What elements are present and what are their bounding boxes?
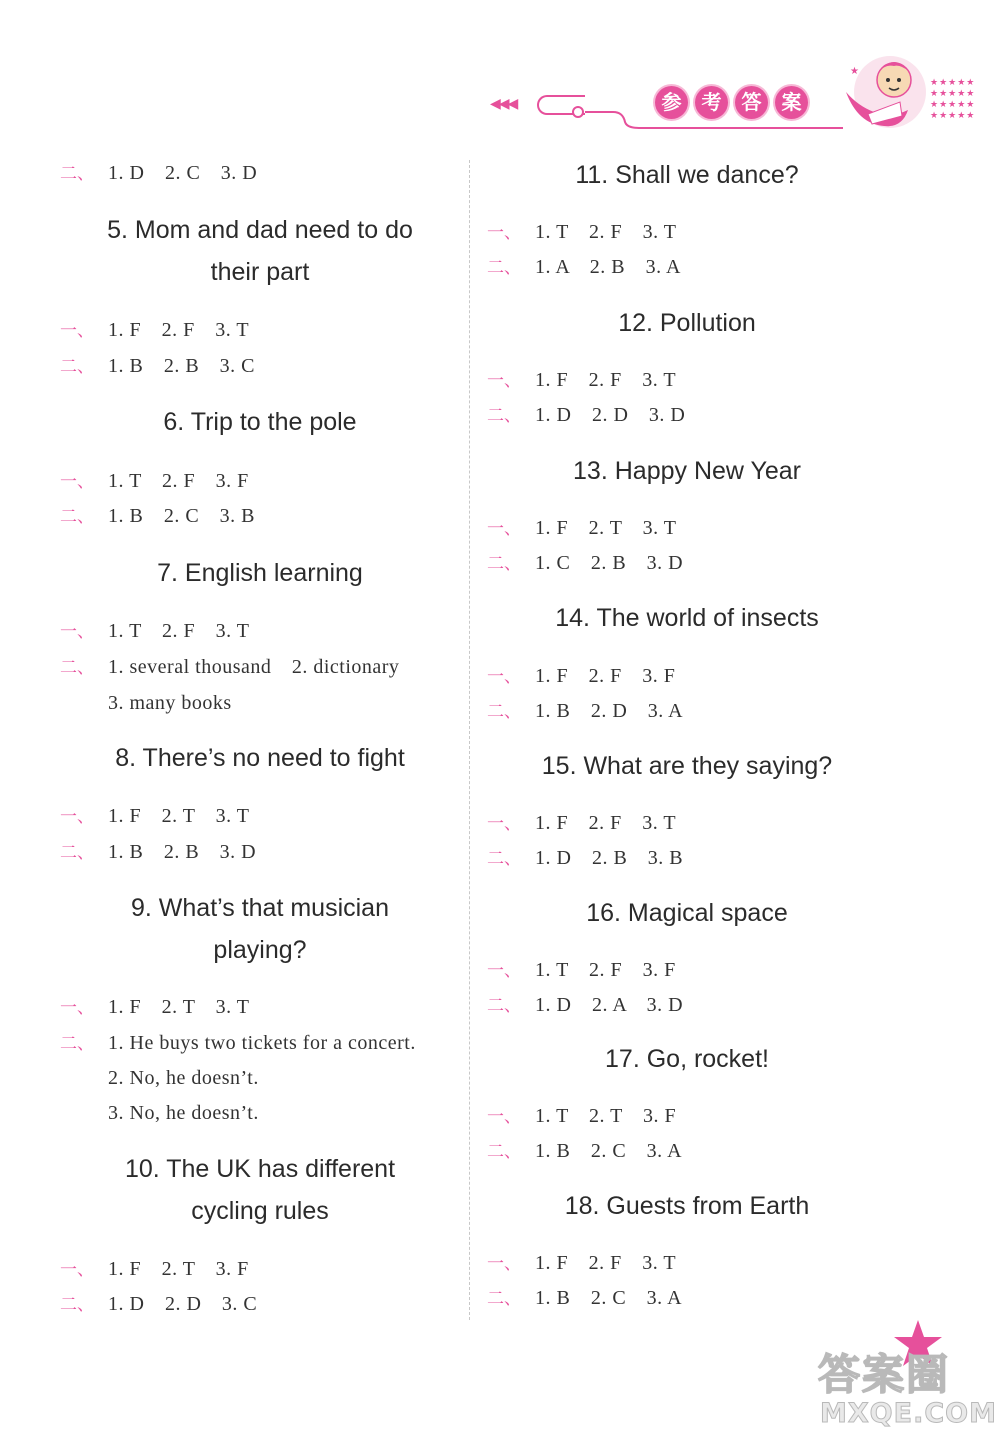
- mascot-icon: [838, 52, 928, 144]
- section-marker: 二、: [487, 849, 521, 869]
- unit-title: [487, 302, 887, 344]
- answer-row: [60, 654, 399, 681]
- answer-text: 1. T 2. F 3. F: [535, 959, 676, 981]
- answer-row: [487, 1103, 676, 1130]
- answer-row: [60, 1256, 249, 1283]
- answer-continuation: [60, 690, 232, 716]
- section-marker: 二、: [60, 843, 94, 863]
- answer-key-title: [655, 86, 808, 119]
- unit-title-line: 12. Pollution: [618, 309, 756, 337]
- section-marker: 一、: [60, 622, 94, 642]
- answer-row: [60, 160, 257, 187]
- section-marker: 一、: [60, 998, 94, 1018]
- answer-text: 1. C 2. B 3. D: [535, 552, 684, 574]
- unit-title-line: 18. Guests from Earth: [564, 1192, 810, 1220]
- answer-row: [487, 515, 676, 542]
- star-row: ★★★★★: [930, 89, 976, 99]
- star-decoration-icons: [930, 78, 975, 122]
- answer-row: [487, 219, 676, 246]
- unit-title: [487, 450, 887, 492]
- unit-title-line: 5. Mom and dad need to do: [107, 216, 413, 244]
- answer-text: 1. D 2. D 3. D: [535, 404, 686, 426]
- title-char: 案: [775, 86, 808, 119]
- answer-continuation: [60, 1065, 259, 1091]
- answer-text: 1. B 2. C 3. A: [535, 1287, 683, 1309]
- answer-row: [60, 839, 256, 866]
- unit-title: [487, 745, 887, 787]
- section-marker: 一、: [487, 519, 521, 539]
- answer-text: 1. D 2. A 3. D: [535, 994, 684, 1016]
- title-char: 答: [735, 86, 768, 119]
- banner-dot: [572, 106, 584, 118]
- answer-text: 1. He buys two tickets for a concert.: [108, 1032, 416, 1054]
- section-marker: 一、: [60, 1260, 94, 1280]
- answer-text: 1. F 2. T 3. T: [535, 517, 677, 539]
- answer-row: [487, 1250, 676, 1277]
- watermark-url: MXQE.COM: [820, 1398, 997, 1429]
- unit-title: [60, 401, 460, 443]
- section-marker: 一、: [60, 807, 94, 827]
- unit-title-line: 10. The UK has different: [124, 1155, 396, 1183]
- unit-title-line: 16. Magical space: [586, 899, 788, 927]
- answer-text: 1. B 2. C 3. B: [108, 505, 256, 527]
- answer-row: [60, 353, 255, 380]
- section-marker: 一、: [487, 371, 521, 391]
- answer-text: 2. No, he doesn’t.: [108, 1067, 259, 1089]
- unit-title-line: 6. Trip to the pole: [163, 408, 357, 436]
- answer-text: 1. F 2. T 3. T: [108, 996, 250, 1018]
- unit-title-line: 17. Go, rocket!: [605, 1045, 769, 1073]
- answer-text: 1. F 2. F 3. T: [108, 319, 250, 341]
- title-char: 参: [655, 86, 688, 119]
- answer-text: 1. T 2. F 3. T: [108, 620, 250, 642]
- unit-title: [60, 1148, 460, 1232]
- unit-title-line: their part: [210, 258, 310, 286]
- unit-title-line: 7. English learning: [157, 559, 363, 587]
- answer-text: 1. B 2. B 3. D: [108, 841, 257, 863]
- answer-row: [487, 810, 676, 837]
- answer-text: 1. T 2. F 3. T: [535, 221, 677, 243]
- answer-continuation: [60, 1100, 259, 1126]
- unit-title-line: 14. The world of insects: [555, 604, 819, 632]
- unit-title: [487, 892, 887, 934]
- answer-text: 1. D 2. D 3. C: [108, 1293, 258, 1315]
- unit-title: [60, 209, 460, 293]
- section-marker: 二、: [60, 1295, 94, 1315]
- section-marker: 一、: [487, 961, 521, 981]
- section-marker: 二、: [487, 554, 521, 574]
- answer-text: 3. No, he doesn’t.: [108, 1102, 259, 1124]
- answer-text: 1. F 2. F 3. F: [535, 665, 676, 687]
- unit-title-line: 9. What’s that musician: [131, 894, 389, 922]
- section-marker: 二、: [487, 406, 521, 426]
- answer-row: [487, 254, 681, 281]
- answer-text: 1. D 2. B 3. B: [535, 847, 684, 869]
- answer-row: [487, 367, 676, 394]
- answer-text: 1. B 2. C 3. A: [535, 1140, 683, 1162]
- unit-title-line: 8. There’s no need to fight: [115, 744, 405, 772]
- section-marker: 二、: [487, 258, 521, 278]
- unit-title-line: 13. Happy New Year: [573, 457, 801, 485]
- answer-text: 1. A 2. B 3. A: [535, 256, 681, 278]
- unit-title: [487, 1038, 887, 1080]
- arrow-icons: ◀◀◀: [490, 96, 517, 112]
- unit-title-line: playing?: [213, 936, 307, 964]
- answer-text: 1. F 2. T 3. F: [108, 1258, 249, 1280]
- column-divider: [469, 160, 470, 1320]
- answer-text: 1. F 2. F 3. T: [535, 1252, 677, 1274]
- section-marker: 二、: [487, 1142, 521, 1162]
- title-char: 考: [695, 86, 728, 119]
- section-marker: 二、: [487, 996, 521, 1016]
- unit-title: [60, 737, 460, 779]
- section-marker: 二、: [487, 702, 521, 722]
- answer-row: [487, 992, 683, 1019]
- answer-row: [60, 468, 249, 495]
- answer-row: [60, 317, 249, 344]
- answer-row: [60, 618, 249, 645]
- section-marker: 一、: [60, 321, 94, 341]
- answer-row: [487, 1138, 682, 1165]
- unit-title-line: cycling rules: [191, 1197, 329, 1225]
- header-banner: [0, 0, 1000, 150]
- section-marker: 二、: [60, 507, 94, 527]
- unit-title: [487, 597, 887, 639]
- answer-text: 1. F 2. T 3. T: [108, 805, 250, 827]
- answer-text: 1. D 2. C 3. D: [108, 162, 258, 184]
- answer-row: [60, 1291, 257, 1318]
- section-marker: 一、: [487, 1107, 521, 1127]
- section-marker: 二、: [60, 357, 94, 377]
- watermark-logo: 答案圈: [818, 1350, 951, 1399]
- unit-title-line: 11. Shall we dance?: [575, 161, 799, 189]
- answer-row: [60, 994, 249, 1021]
- answer-row: [487, 663, 675, 690]
- unit-title: [60, 552, 460, 594]
- section-marker: 二、: [60, 658, 94, 678]
- answer-row: [487, 550, 683, 577]
- answer-text: 1. T 2. T 3. F: [535, 1105, 677, 1127]
- star-row: ★★★★★: [930, 78, 976, 88]
- section-marker: 二、: [487, 1289, 521, 1309]
- section-marker: 一、: [487, 223, 521, 243]
- section-marker: 一、: [487, 814, 521, 834]
- unit-title: [487, 1185, 887, 1227]
- answer-text: 3. many books: [108, 692, 232, 714]
- answer-text: 1. T 2. F 3. F: [108, 470, 249, 492]
- answer-text: 1. several thousand 2. dictionary: [108, 656, 400, 678]
- star-row: ★★★★★: [930, 100, 976, 110]
- star-row: ★★★★★: [930, 111, 976, 121]
- answer-text: 1. F 2. F 3. T: [535, 369, 677, 391]
- answer-text: 1. B 2. D 3. A: [535, 700, 684, 722]
- answer-row: [487, 957, 676, 984]
- answer-row: [60, 803, 249, 830]
- answer-row: [487, 845, 683, 872]
- unit-title: [60, 887, 460, 971]
- answer-row: [60, 503, 255, 530]
- answer-row: [60, 1030, 416, 1057]
- answer-row: [487, 698, 683, 725]
- section-marker: 二、: [60, 1034, 94, 1054]
- section-marker: 一、: [487, 1254, 521, 1274]
- answer-row: [487, 1285, 682, 1312]
- section-marker: 二、: [60, 164, 94, 184]
- section-marker: 一、: [487, 667, 521, 687]
- svg-text:★: ★: [850, 66, 859, 77]
- section-marker: 一、: [60, 472, 94, 492]
- answer-text: 1. B 2. B 3. C: [108, 355, 256, 377]
- unit-title: [487, 154, 887, 196]
- answer-text: 1. F 2. F 3. T: [535, 812, 677, 834]
- unit-title-line: 15. What are they saying?: [541, 752, 833, 780]
- answer-row: [487, 402, 685, 429]
